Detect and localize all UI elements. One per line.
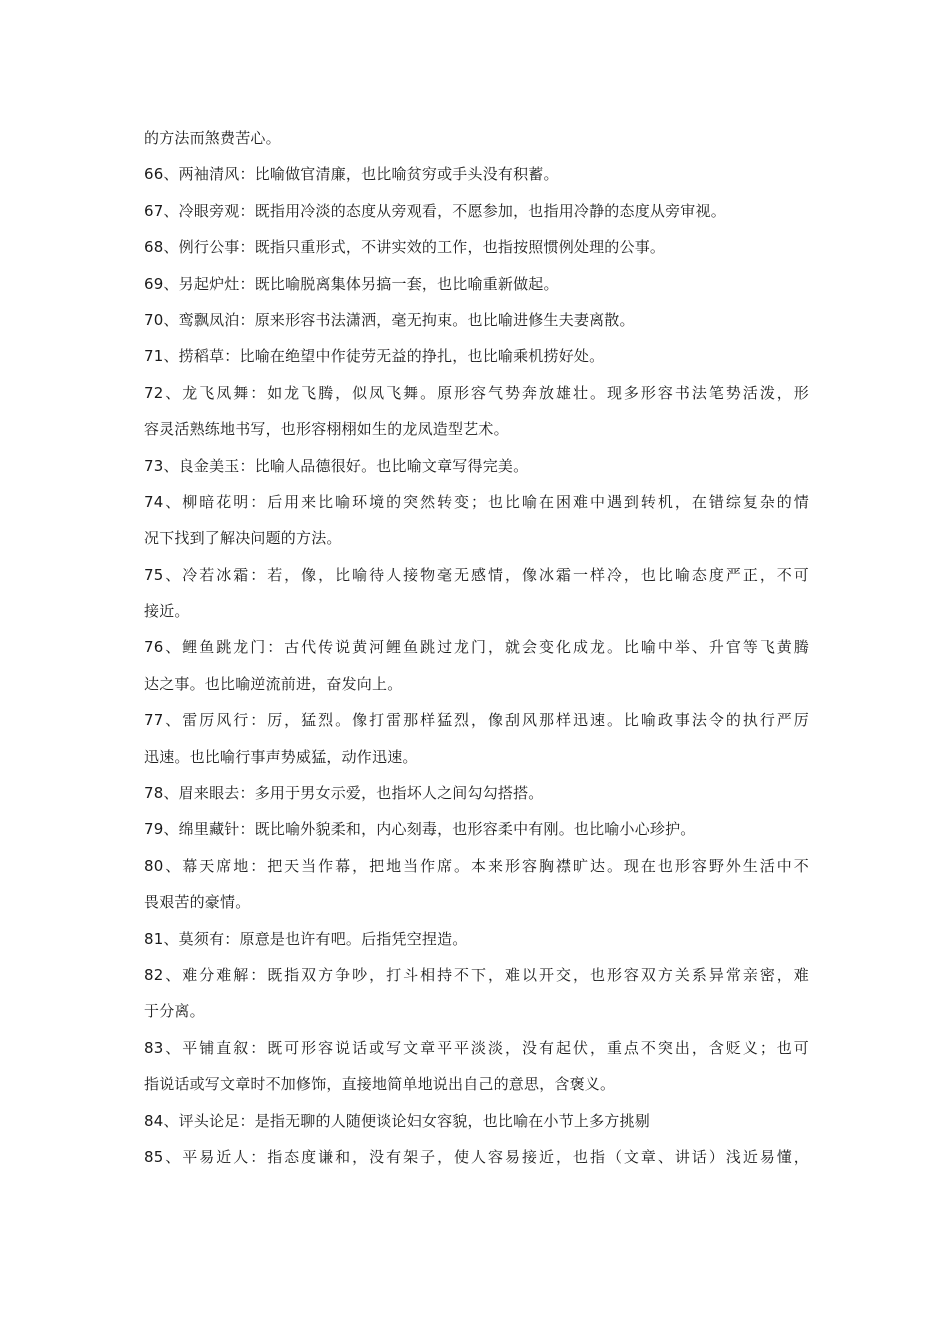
text-line: 81、莫须有：原意是也许有吧。后指凭空捏造。 <box>144 929 468 948</box>
text-line: 容灵活熟练地书写，也形容栩栩如生的龙凤造型艺术。 <box>144 420 509 439</box>
text-line: 76、鲤鱼跳龙门：古代传说黄河鲤鱼跳过龙门，就会变化成龙。比喻中举、升官等飞黄腾 <box>144 638 809 657</box>
text-line: 69、另起炉灶：既比喻脱离集体另搞一套，也比喻重新做起。 <box>144 274 559 293</box>
text-line: 73、良金美玉：比喻人品德很好。也比喻文章写得完美。 <box>144 456 529 475</box>
text-line: 接近。 <box>144 602 190 621</box>
text-line: 66、两袖清风：比喻做官清廉，也比喻贫穷或手头没有积蓄。 <box>144 165 559 184</box>
text-line: 70、鸾飘凤泊：原来形容书法潇洒，毫无拘束。也比喻进修生夫妻离散。 <box>144 310 635 329</box>
text-line: 74、柳暗花明：后用来比喻环境的突然转变；也比喻在困难中遇到转机，在错综复杂的情 <box>144 492 809 511</box>
text-line: 迅速。也比喻行事声势威猛，动作迅速。 <box>144 747 418 766</box>
text-line: 的方法而煞费苦心。 <box>144 129 281 147</box>
text-line: 78、眉来眼去：多用于男女示爱，也指坏人之间勾勾搭搭。 <box>144 784 544 803</box>
text-line: 75、冷若冰霜：若，像，比喻待人接物毫无感情，像冰霜一样冷，也比喻态度严正，不可 <box>144 565 809 584</box>
text-line: 80、幕天席地：把天当作幕，把地当作席。本来形容胸襟旷达。现在也形容野外生活中不 <box>144 856 809 875</box>
text-line: 71、捞稻草：比喻在绝望中作徒劳无益的挣扎，也比喻乘机捞好处。 <box>144 347 605 366</box>
text-line: 77、雷厉风行：厉，猛烈。像打雷那样猛烈，像刮风那样迅速。比喻政事法令的执行严厉 <box>144 711 809 730</box>
text-line: 79、绵里藏针：既比喻外貌柔和，内心刻毒，也形容柔中有刚。也比喻小心珍护。 <box>144 820 696 839</box>
text-line: 85、平易近人：指态度谦和，没有架子，使人容易接近，也指（文章、讲话）浅近易懂， <box>144 1147 809 1166</box>
text-line: 72、龙飞凤舞：如龙飞腾，似凤飞舞。原形容气势奔放雄壮。现多形容书法笔势活泼，形 <box>144 383 809 402</box>
text-line: 指说话或写文章时不加修饰，直接地简单地说出自己的意思，含褒义。 <box>144 1075 616 1094</box>
text-line: 达之事。也比喻逆流前进，奋发向上。 <box>144 674 403 693</box>
text-line: 84、评头论足：是指无聊的人随便谈论妇女容貌，也比喻在小节上多方挑剔 <box>144 1111 650 1130</box>
text-line: 于分离。 <box>144 1002 205 1021</box>
document-body <box>144 120 809 1175</box>
text-line: 82、难分难解：既指双方争吵，打斗相持不下，难以开交，也形容双方关系异常亲密，难 <box>144 965 809 984</box>
text-line: 83、平铺直叙：既可形容说话或写文章平平淡淡，没有起伏，重点不突出，含贬义；也可 <box>144 1038 809 1057</box>
text-line: 67、冷眼旁观：既指用冷淡的态度从旁观看，不愿参加，也指用冷静的态度从旁审视。 <box>144 201 726 220</box>
text-line: 况下找到了解决问题的方法。 <box>144 529 342 548</box>
text-line: 畏艰苦的豪情。 <box>144 893 251 912</box>
text-line: 68、例行公事：既指只重形式，不讲实效的工作，也指按照惯例处理的公事。 <box>144 238 666 257</box>
